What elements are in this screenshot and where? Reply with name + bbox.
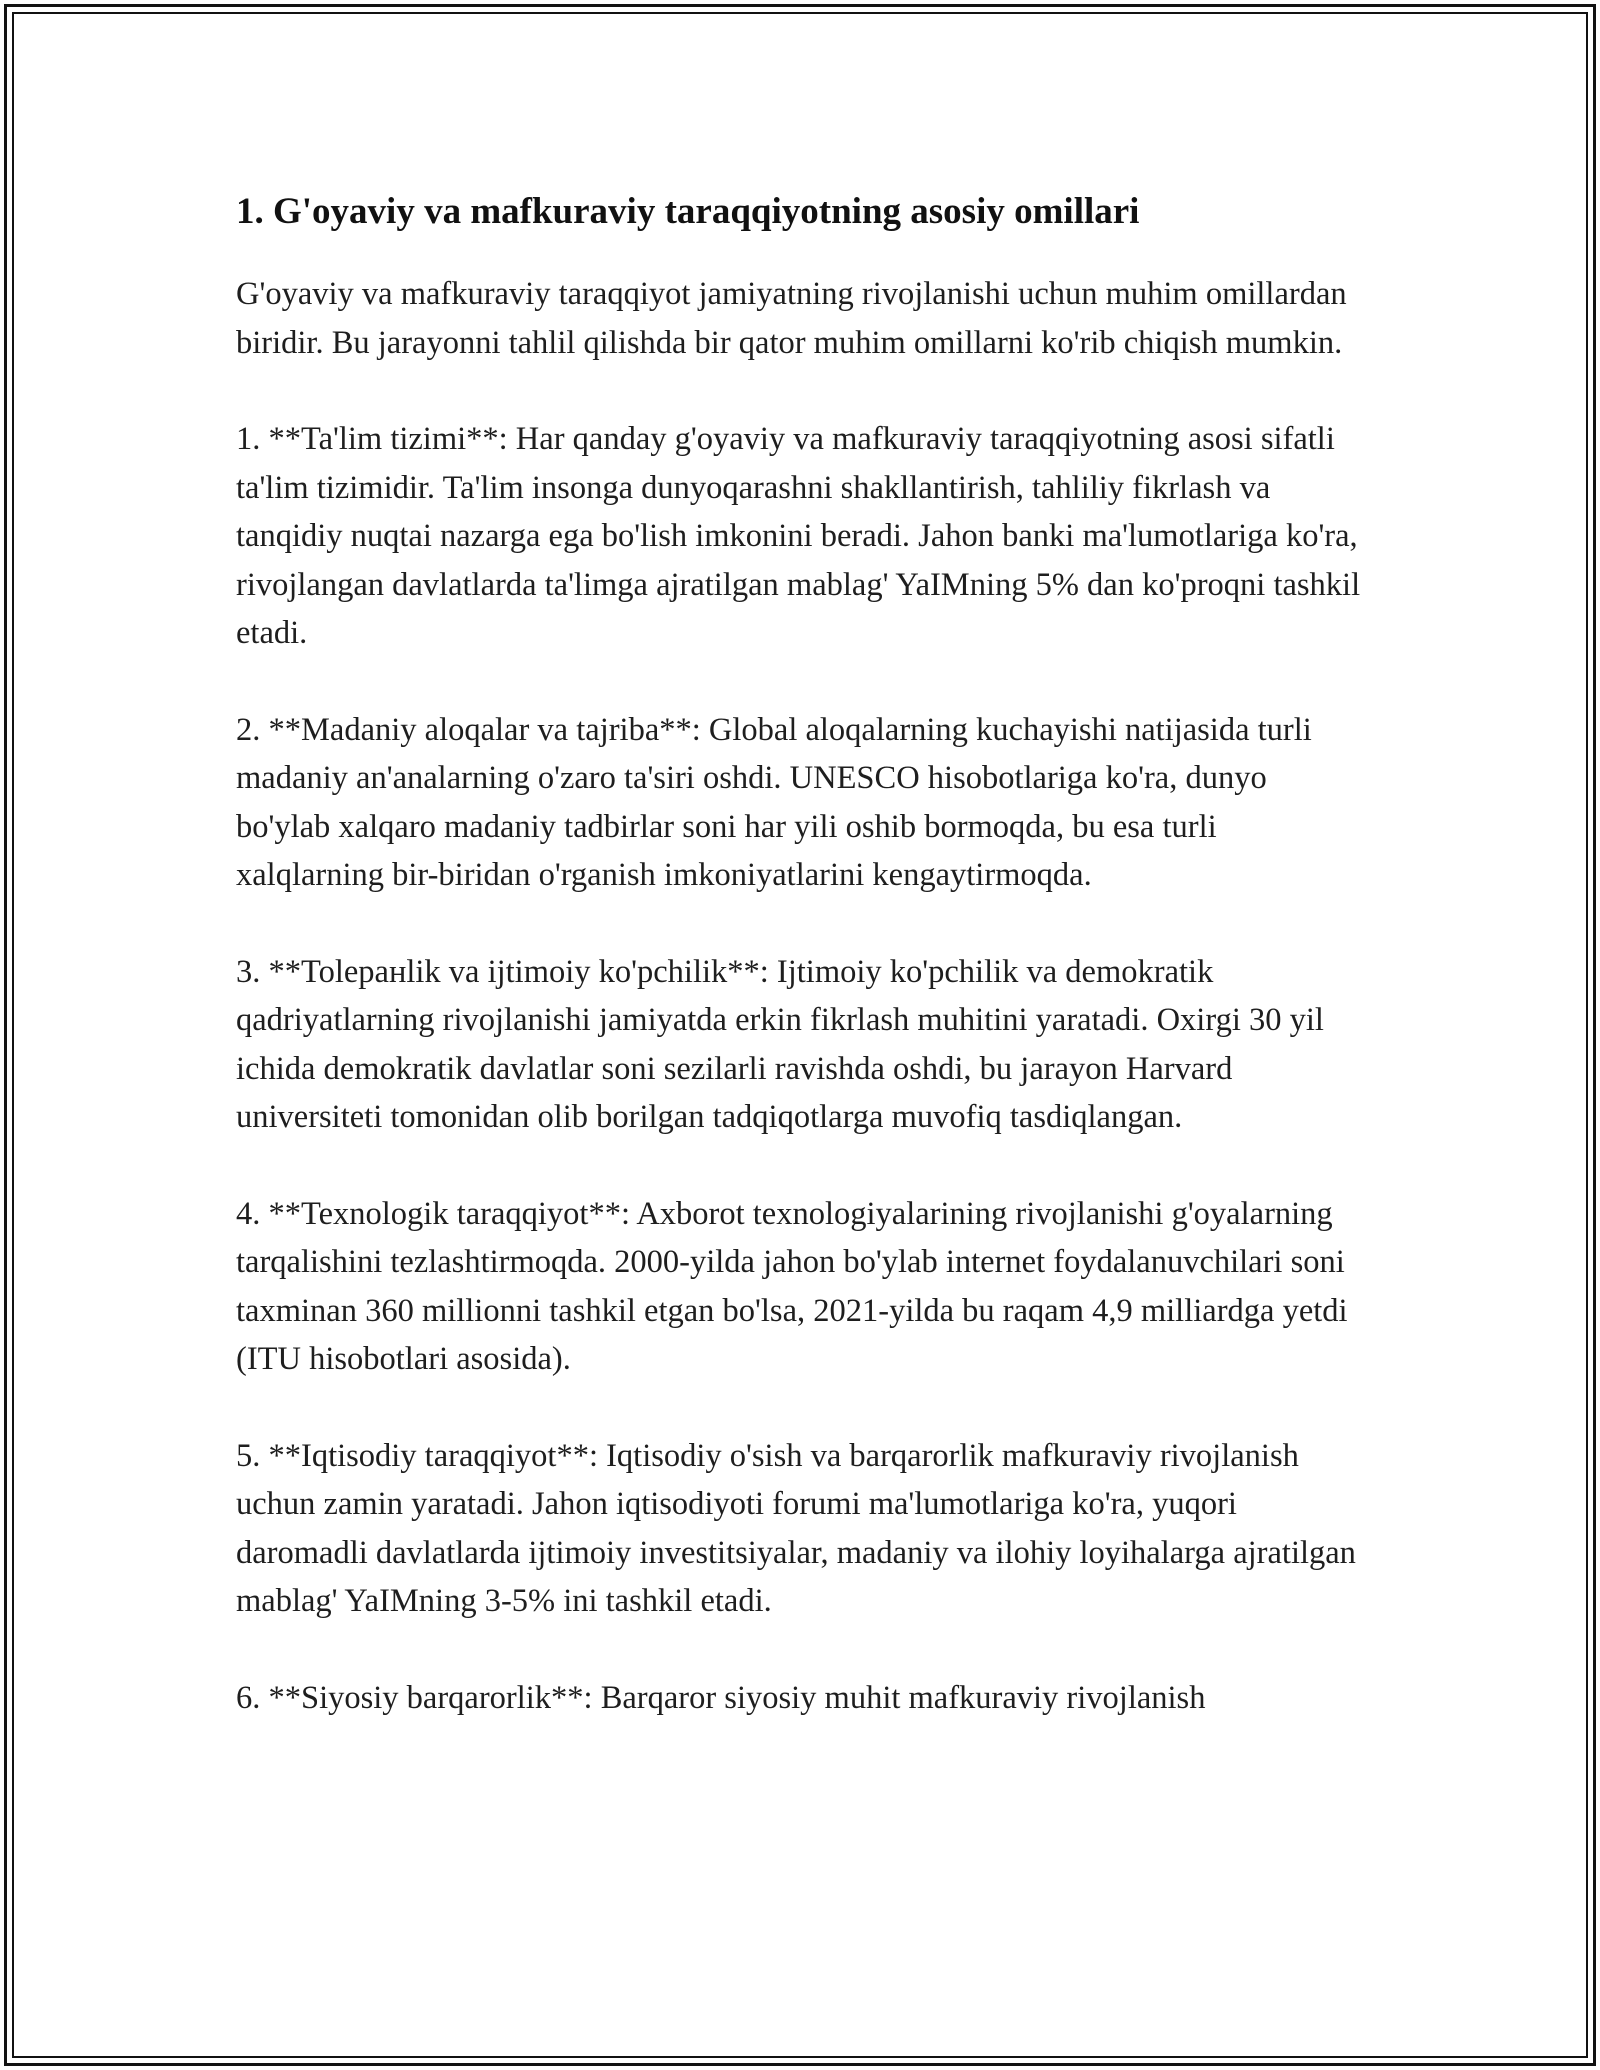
document-body <box>236 186 1366 1770</box>
list-item: 3. **Tolepaнlik va ijtimoiy ko'pchilik**: Ijtimoiy ko'pchilik va demokratik qadriyatlarning rivojlanishi jamiyatda erkin fikrlash muhitini yaratadi. Oxirgi 30 yil ichida demokratik davlatlar soni sezilarli ravishda oshdi, bu jarayon Harvard universiteti tomonidan olib borilgan tadqiqotlarga muvofiq tasdiqlangan. <box>236 953 1324 1135</box>
list-item: 2. **Madaniy aloqalar va tajriba**: Global aloqalarning kuchayishi natijasida turli madaniy an'analarning o'zaro ta'siri oshdi. UNESCO hisobotlariga ko'ra, dunyo bo'ylab xalqaro madaniy tadbirlar soni har yili oshib bormoqda, bu esa turli xalqlarning bir-biridan o'rganish imkoniyatlarini kengaytirmoqda. <box>236 711 1312 893</box>
list-item: 1. **Ta'lim tizimi**: Har qanday g'oyaviy va mafkuraviy taraqqiyotning asosi sifatli ta'lim tizimidir. Ta'lim insonga dunyoqarashni shakllantirish, tahliliy fikrlash va tanqidiy nuqtai nazarga ega bo'lish imkonini beradi. Jahon banki ma'lumotlariga ko'ra, rivojlangan davlatlarda ta'limga ajratilgan mablag' YaIMning 5% dan ko'proqni tashkil etadi. <box>236 421 1361 651</box>
list-item: 6. **Siyosiy barqarorlik**: Barqaror siyosiy muhit mafkuraviy rivojlanish <box>236 1679 1206 1716</box>
list-item: 4. **Texnologik taraqqiyot**: Axborot texnologiyalarining rivojlanishi g'oyalarning tarqalishini tezlashtirmoqda. 2000-yilda jahon bo'ylab internet foydalanuvchilari soni taxminan 360 millionni tashkil etgan bo'lsa, 2021-yilda bu raqam 4,9 milliardga yetdi (ITU hisobotlari asosida). <box>236 1195 1348 1377</box>
section-title: 1. G'oyaviy va mafkuraviy taraqqiyotning asosiy omillari <box>236 191 1140 232</box>
list-item: 5. **Iqtisodiy taraqqiyot**: Iqtisodiy o'sish va barqarorlik mafkuraviy rivojlanish uchun zamin yaratadi. Jahon iqtisodiyoti forumi ma'lumotlariga ko'ra, yuqori daromadli davlatlarda ijtimoiy investitsiyalar, madaniy va ilohiy loyihalarga ajratilgan mablag' YaIMning 3-5% ini tashkil etadi. <box>236 1437 1356 1619</box>
intro-paragraph: G'oyaviy va mafkuraviy taraqqiyot jamiyatning rivojlanishi uchun muhim omillardan biridir. Bu jarayonni tahlil qilishda bir qator muhim omillarni ko'rib chiqish mumkin. <box>236 276 1347 361</box>
